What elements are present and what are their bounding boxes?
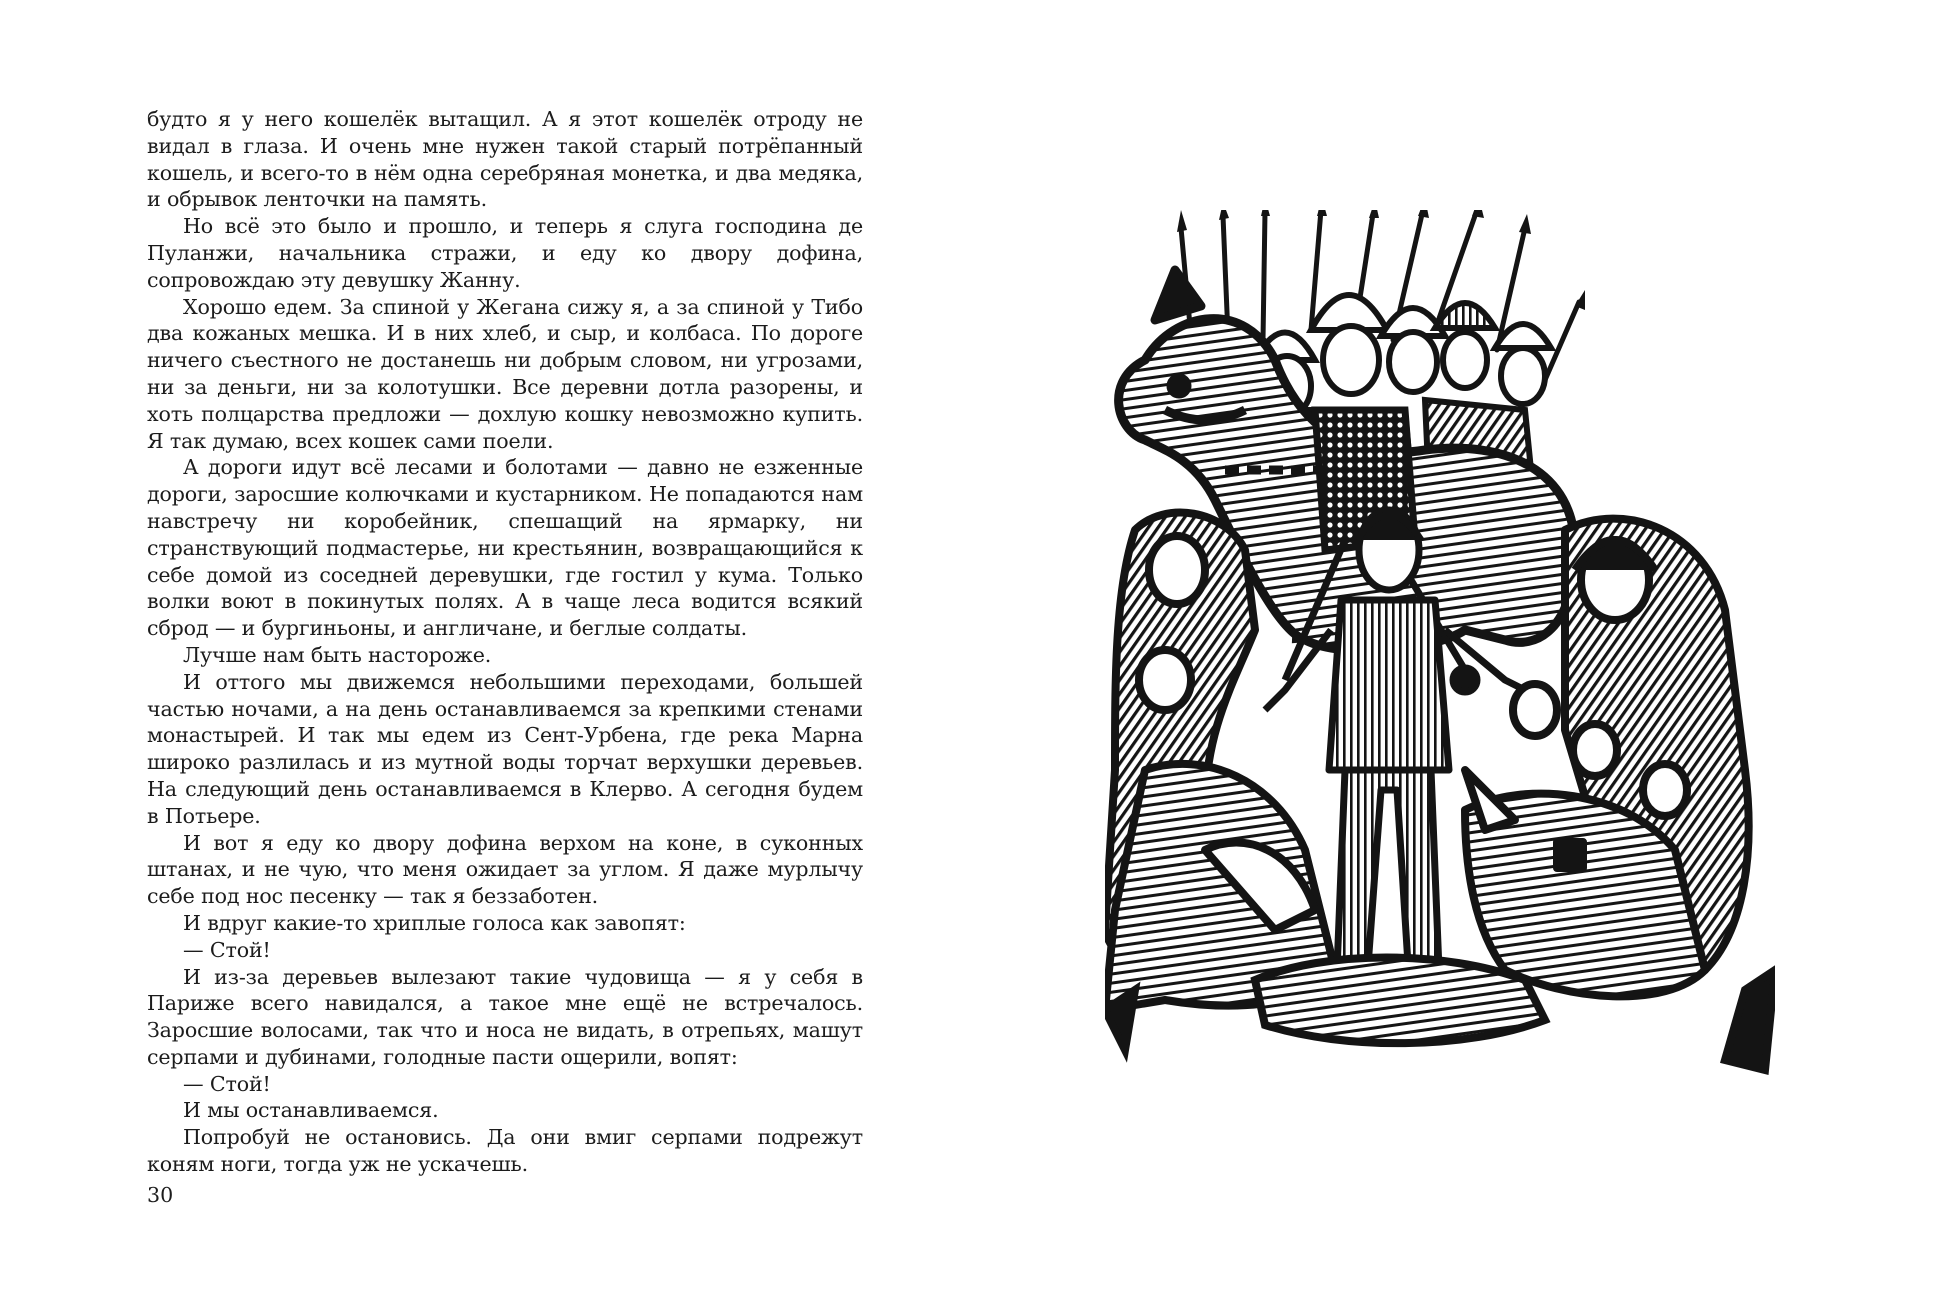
- paragraph-5: Лучше нам быть настороже.: [183, 642, 492, 667]
- paragraph-4: А дороги идут всё лесами и болотами — давно не езженные дороги, заросшие колючками и кустарником. Не попадаются нам навстречу ни коробейник, спешащий на ярмарку, ни странствующий подмастерье, ни крестьянин, возвращающийся к себе домой из соседней деревушки, где гостил у кума. Только волки воют в покинутых полях. А в чаще леса водится всякий сброд — и бургиньоны, и англичане, и беглые солдаты.: [147, 455, 863, 641]
- paragraph-7: И вот я еду ко двору дофина верхом на коне, в суконных штанах, и не чую, что меня ожидает за углом. Я даже мурлычу себе под нос песенку — так я беззаботен.: [147, 830, 863, 909]
- paragraph-2: Но всё это было и прошло, и теперь я слуга господина де Пуланжи, начальника стражи, и еду ко двору дофина, сопровождаю эту девушку Жанну.: [147, 214, 863, 292]
- paragraph-11: — Стой!: [183, 1071, 271, 1096]
- paragraph-9: — Стой!: [183, 937, 271, 962]
- paragraph-8: И вдруг какие-то хриплые голоса как завопят:: [183, 910, 686, 935]
- woodcut-illustration: [1105, 210, 1775, 1090]
- paragraph-12: И мы останавливаемся.: [183, 1098, 439, 1123]
- woodcut-drawing: [1105, 210, 1775, 1090]
- paragraph-13: Попробуй не остановись. Да они вмиг серпами подрежут коням ноги, тогда уж не ускачешь.: [147, 1125, 863, 1177]
- text-page: [147, 106, 863, 1178]
- paragraph-3: Хорошо едем. За спиной у Жегана сижу я, а за спиной у Тибо два кожаных мешка. И в них хлеб, и сыр, и колбаса. По дороге ничего съестного не достанешь ни добрым словом, ни угрозами, ни за деньги, ни за колотушки. Все деревни дотла разорены, и хоть полцарства предложи — дохлую кошку невозможно купить. Я так думаю, всех кошек сами поели.: [147, 294, 863, 453]
- paragraph-1: будто я у него кошелёк вытащил. А я этот кошелёк отроду не видал в глаза. И очень мне нужен такой старый потрёпанный кошель, и всего-то в нём одна серебряная монетка, и два медяка, и обрывок ленточки на память.: [147, 107, 863, 212]
- paragraph-6: И оттого мы движемся небольшими переходами, большей частью ночами, а на день останавливаемся за крепкими стенами монастырей. И так мы едем из Сент-Урбена, где река Марна широко разлилась и из мутной воды торчат верхушки деревьев. На следующий день останавливаемся в Клерво. А сегодня будем в Потьере.: [147, 669, 863, 828]
- paragraph-10: И из-за деревьев вылезают такие чудовища — я у себя в Париже всего навидался, а такое мне ещё не встречалось. Заросшие волосами, так что и носа не видать, в отрепьях, машут серпами и дубинами, голодные пасти ощерили, вопят:: [147, 964, 863, 1069]
- page-number: 30: [147, 1183, 174, 1207]
